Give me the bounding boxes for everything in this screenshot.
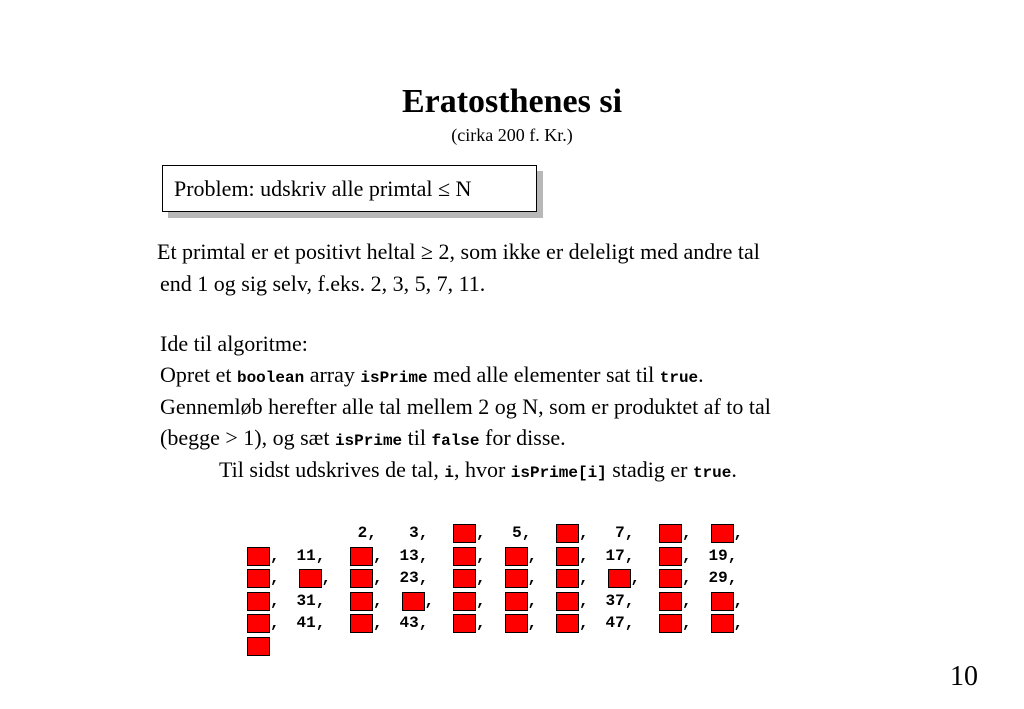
text-segment: Til sidst udskrives de tal, [219, 457, 445, 482]
separator-comma: , [682, 546, 692, 565]
crossed-out-box [350, 569, 373, 588]
code-isprime: isPrime [334, 432, 403, 450]
separator-comma: , [527, 614, 538, 633]
code-isprime-i: isPrime[i] [510, 464, 607, 482]
crossed-out-box [505, 592, 528, 611]
text-segment: . [698, 362, 704, 387]
separator-comma: , [630, 569, 641, 588]
separator-comma: , [682, 569, 692, 588]
crossed-out-box [659, 524, 682, 543]
idea-heading: Ide til algoritme: [160, 331, 308, 356]
text-segment: array [304, 362, 361, 387]
separator-comma: , [476, 591, 486, 610]
idea-line-3: Gennemløb herefter alle tal mellem 2 og N, som er produktet af to tal [160, 394, 771, 419]
crossed-out-box [659, 547, 682, 566]
code-boolean: boolean [236, 369, 305, 387]
text-segment: , hvor [453, 457, 511, 482]
separator-comma: , [579, 591, 589, 610]
crossed-out-box [556, 547, 579, 566]
separator-comma: , [476, 546, 486, 565]
separator-comma: , [373, 546, 383, 565]
prime-number: 37, [605, 591, 635, 610]
separator-comma: , [733, 591, 744, 610]
crossed-out-box [556, 614, 579, 633]
crossed-out-box [247, 592, 270, 611]
slide-title: Eratosthenes si [401, 83, 623, 120]
prime-number: 11, [296, 546, 326, 565]
crossed-out-box [711, 614, 734, 633]
text-segment: . [731, 457, 737, 482]
crossed-out-box [453, 569, 476, 588]
separator-comma: , [476, 569, 486, 588]
separator-comma: , [527, 546, 538, 565]
crossed-out-box [453, 524, 476, 543]
code-i: i [444, 464, 454, 482]
text-segment: (begge > 1), og sæt [160, 425, 335, 450]
problem-box: Problem: udskriv alle primtal ≤ N [162, 165, 537, 212]
definition-line-2: end 1 og sig selv, f.eks. 2, 3, 5, 7, 11. [160, 271, 486, 296]
crossed-out-box [711, 524, 734, 543]
prime-number: 13, [399, 546, 429, 565]
prime-number: 7, [605, 524, 635, 542]
crossed-out-box [299, 569, 322, 588]
prime-number: 5, [502, 524, 532, 542]
prime-number: 41, [296, 614, 326, 633]
separator-comma: , [476, 524, 486, 542]
crossed-out-box [350, 547, 373, 566]
crossed-out-box [659, 569, 682, 588]
prime-number: 29, [708, 569, 738, 588]
crossed-out-box [505, 614, 528, 633]
separator-comma: , [527, 591, 538, 610]
code-true: true [692, 464, 732, 482]
crossed-out-box [247, 614, 270, 633]
prime-number: 17, [605, 546, 635, 565]
separator-comma: , [321, 569, 332, 588]
crossed-out-box [659, 614, 682, 633]
separator-comma: , [270, 614, 280, 633]
page-number: 10 [950, 661, 978, 692]
separator-comma: , [527, 569, 538, 588]
crossed-out-box [556, 592, 579, 611]
prime-number: 23, [399, 569, 429, 588]
text-segment: Opret et [160, 362, 237, 387]
prime-number: 19, [708, 546, 738, 565]
crossed-out-box [608, 569, 631, 588]
code-isprime: isPrime [360, 369, 428, 387]
separator-comma: , [579, 524, 589, 542]
separator-comma: , [424, 591, 435, 610]
crossed-out-box [556, 524, 579, 543]
crossed-out-box [505, 547, 528, 566]
separator-comma: , [270, 546, 280, 565]
separator-comma: , [579, 569, 589, 588]
separator-comma: , [682, 614, 692, 633]
separator-comma: , [476, 614, 486, 633]
separator-comma: , [682, 591, 692, 610]
prime-number: 43, [399, 614, 429, 633]
prime-number: 31, [296, 591, 326, 610]
prime-number: 47, [605, 614, 635, 633]
crossed-out-box [556, 569, 579, 588]
crossed-out-box [453, 547, 476, 566]
separator-comma: , [373, 569, 383, 588]
crossed-out-box [247, 569, 270, 588]
separator-comma: , [373, 614, 383, 633]
crossed-out-box [711, 592, 734, 611]
crossed-out-box [659, 592, 682, 611]
definition-line-1: Et primtal er et positivt heltal ≥ 2, som ikke er deleligt med andre tal [157, 239, 760, 264]
separator-comma: , [373, 591, 383, 610]
crossed-out-box [453, 614, 476, 633]
crossed-out-box [350, 614, 373, 633]
prime-number: 3, [399, 524, 429, 542]
text-segment: med alle elementer sat til [427, 362, 660, 387]
prime-number: 2, [348, 524, 377, 542]
crossed-out-box [350, 592, 373, 611]
separator-comma: , [270, 591, 280, 610]
crossed-out-box [247, 547, 270, 566]
separator-comma: , [579, 546, 589, 565]
crossed-out-box [505, 569, 528, 588]
text-segment: til [402, 425, 432, 450]
text-segment: stadig er [606, 457, 693, 482]
code-true: true [659, 369, 699, 387]
slide-subtitle: (cirka 200 f. Kr.) [451, 125, 573, 145]
separator-comma: , [682, 524, 692, 542]
code-false: false [431, 432, 480, 450]
crossed-out-box [453, 592, 476, 611]
separator-comma: , [270, 569, 280, 588]
separator-comma: , [733, 524, 744, 542]
text-segment: for disse. [479, 425, 566, 450]
crossed-out-box [247, 637, 270, 656]
separator-comma: , [579, 614, 589, 633]
separator-comma: , [733, 614, 744, 633]
crossed-out-box [402, 592, 425, 611]
